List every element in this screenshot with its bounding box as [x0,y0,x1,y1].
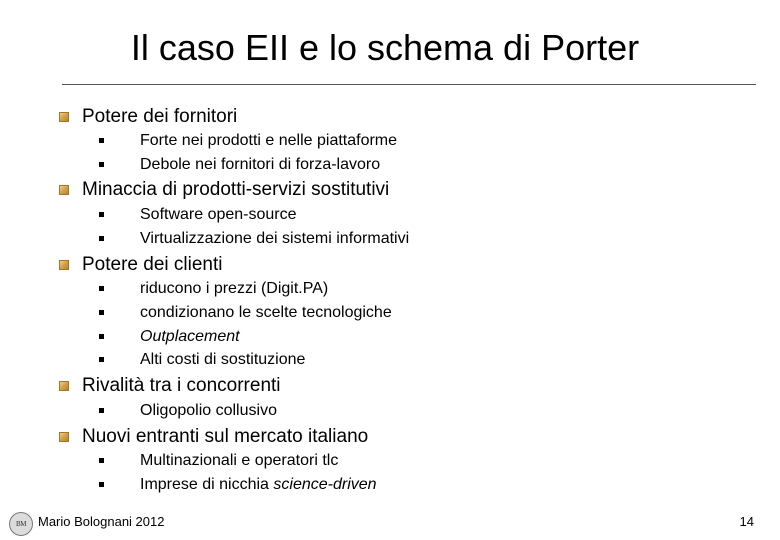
list-item-emphasis: science-driven [273,476,377,493]
circular-logo-icon [9,512,33,536]
list-item: Forte nei prodotti e nelle piattaforme [140,132,398,149]
small-square-bullet-icon [99,162,104,167]
small-square-bullet-icon [99,138,104,143]
square-bullet-icon [59,381,69,391]
small-square-bullet-icon [99,482,104,487]
section-heading: Nuovi entranti sul mercato italiano [82,426,369,447]
square-bullet-icon [59,112,69,122]
slide-title: Il caso EII e lo schema di Porter [130,27,640,68]
square-bullet-icon [59,185,69,195]
small-square-bullet-icon [99,310,104,315]
list-item: Outplacement [140,328,240,345]
list-item: Virtualizzazione dei sistemi informativi [140,230,410,247]
small-square-bullet-icon [99,357,104,362]
list-item [140,475,377,495]
list-item: Software open-source [140,206,297,223]
list-item: Oligopolio collusivo [140,402,277,419]
list-item-text: Imprese di nicchia [140,476,274,493]
small-square-bullet-icon [99,286,104,291]
small-square-bullet-icon [99,236,104,241]
footer-author: Mario Bolognani 2012 [38,514,165,529]
list-item: riducono i prezzi (Digit.PA) [140,280,329,297]
list-item: Debole nei fornitori di forza-lavoro [140,156,381,173]
section-heading: Minaccia di prodotti-servizi sostitutivi [82,179,390,200]
small-square-bullet-icon [99,212,104,217]
list-item: Multinazionali e operatori tlc [140,452,339,469]
square-bullet-icon [59,432,69,442]
page-number: 14 [739,514,754,529]
section-heading: Potere dei clienti [82,254,223,275]
section-heading: Potere dei fornitori [82,106,238,127]
list-item: Alti costi di sostituzione [140,351,306,368]
small-square-bullet-icon [99,334,104,339]
list-item: condizionano le scelte tecnologiche [140,304,392,321]
logo-text: BM [16,520,26,528]
small-square-bullet-icon [99,408,104,413]
title-rule [62,84,756,85]
square-bullet-icon [59,260,69,270]
small-square-bullet-icon [99,458,104,463]
section-heading: Rivalità tra i concorrenti [82,375,281,396]
